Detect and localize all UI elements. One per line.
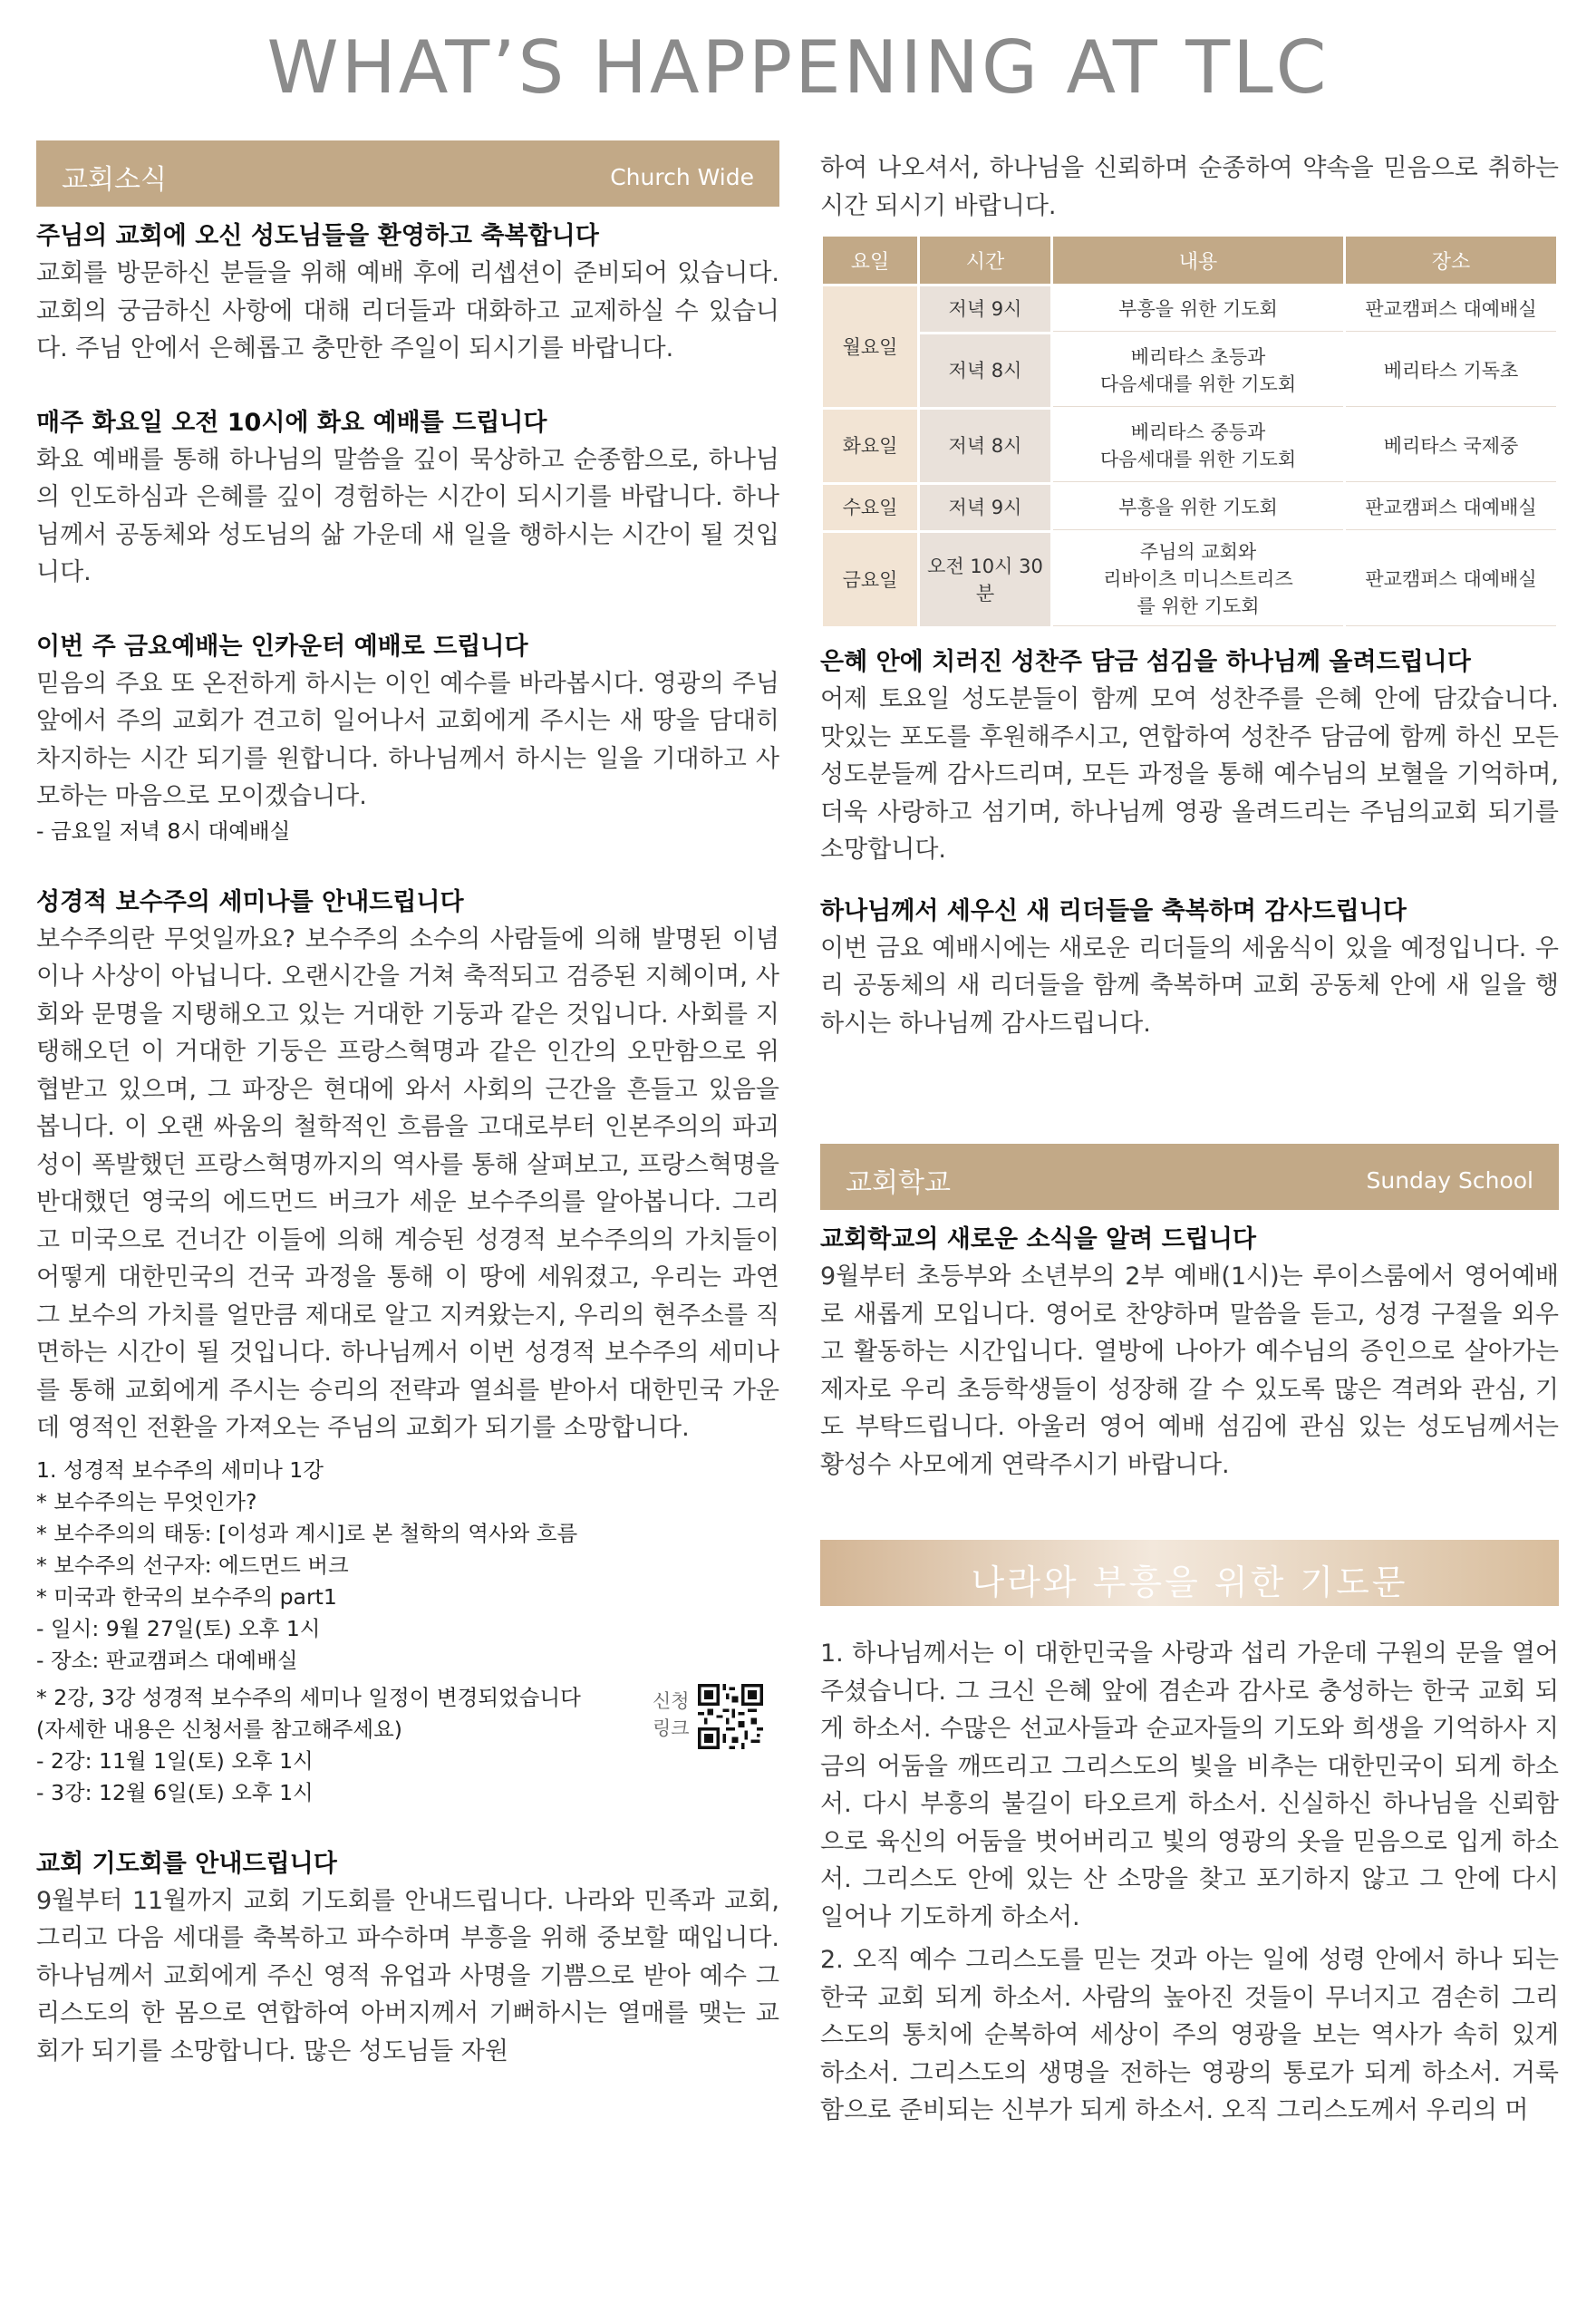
cell-content: 부흥을 위한 기도회	[1053, 286, 1343, 332]
table-row	[823, 533, 1556, 626]
friday-heading: 이번 주 금요예배는 인카운터 예배로 드립니다	[36, 632, 528, 661]
qr-label-line-1: 신청	[653, 1689, 690, 1712]
cell-content: 베리타스 초등과 다음세대를 위한 기도회	[1053, 334, 1343, 407]
prayer-banner	[820, 1540, 1559, 1606]
school-heading: 교회학교의 새로운 소식을 알려 드립니다	[820, 1225, 1256, 1253]
tuesday-heading: 매주 화요일 오전 10시에 화요 예배를 드립니다	[36, 408, 547, 437]
col-header-time: 시간	[920, 237, 1050, 284]
cell-content: 부흥을 위한 기도회	[1053, 485, 1343, 530]
kimjang-heading: 은혜 안에 치러진 성찬주 담금 섬김을 하나님께 올려드립니다	[820, 648, 1471, 676]
application-link[interactable]	[653, 1684, 770, 1756]
welcome-heading: 주님의 교회에 오신 성도님들을 환영하고 축복합니다	[36, 222, 599, 250]
sunday-school-banner	[820, 1144, 1559, 1210]
friday-body: 믿음의 주요 또 온전하게 하시는 이인 예수를 바라봅시다. 영광의 주님 앞에서 주의 교회가 견고히 일어나서 교회에게 주시는 새 땅을 담대히 차지하는 시간 되기를 원합니다. 하나님께서 하시는 일을 기대하고 사모하는 마음으로 모이겠습니다.	[36, 669, 779, 810]
seminar-heading: 성경적 보수주의 세미나를 안내드립니다	[36, 887, 464, 916]
prayer-banner-title: 나라와 부흥을 위한 기도문	[971, 1562, 1408, 1602]
welcome-body: 교회를 방문하신 분들을 위해 예배 후에 리셉션이 준비되어 있습니다. 교회의 궁금하신 사항에 대해 리더들과 대화하고 교제하실 수 있습니다. 주님 안에서 은혜롭고 충만한 주일이 되시기를 바랍니다.	[36, 259, 779, 363]
cell-time: 저녁 9시	[920, 286, 1050, 332]
table-header-row	[823, 237, 1556, 284]
cell-place: 판교캠퍼스 대예배실	[1346, 485, 1556, 530]
prayer-item: 1. 하나님께서는 이 대한민국을 사랑과 섭리 가운데 구원의 문을 열어주셨습니다. 그 크신 은혜 앞에 겸손과 감사로 충성하는 한국 교회 되게 하소서. 수많은 선교사들과 순교자들의 기도와 희생을 기억하사 지금의 어둠을 깨뜨리고 그리스도의 빛을 비추는 대한민국이 되게 하소서. 다시 부흥의 불길이 타오르게 하소서. 신실하신 하나님을 신뢰함으로 육신의 어둠을 벗어버리고 빛의 영광의 옷을 믿음으로 입게 하소서. 그리스도 안에 있는 산 소망을 찾고 포기하지 않고 그 안에 다시 일어나 기도하게 하소서.	[820, 1640, 1559, 1931]
tuesday-body: 화요 예배를 통해 하나님의 말씀을 깊이 묵상하고 순종함으로, 하나님의 인도하심과 은혜를 깊이 경험하는 시간이 되시기를 바랍니다. 하나님께서 공동체와 성도님의 삶 가운데 새 일을 행하시는 시간이 될 것입니다.	[36, 445, 779, 586]
table-row	[823, 485, 1556, 530]
prayer-schedule-table	[820, 234, 1559, 629]
table-row	[823, 286, 1556, 332]
seminar-line: 1. 성경적 보수주의 세미나 1강	[36, 1456, 324, 1483]
cell-content: 주님의 교회와 리바이츠 미니스트리즈 를 위한 기도회	[1053, 533, 1343, 626]
church-wide-banner	[36, 140, 779, 207]
col-header-place: 장소	[1346, 237, 1556, 284]
leaders-heading: 하나님께서 세우신 새 리더들을 축복하며 감사드립니다	[820, 896, 1407, 925]
cell-time: 저녁 9시	[920, 485, 1050, 530]
prayer-meeting-heading: 교회 기도회를 안내드립니다	[36, 1849, 337, 1878]
seminar-line: * 보수주의는 무엇인가?	[36, 1488, 257, 1514]
seminar-line: - 일시: 9월 27일(토) 오후 1시	[36, 1615, 321, 1641]
banner-title-ko: 교회소식	[62, 164, 167, 196]
kimjang-body: 어제 토요일 성도분들이 함께 모여 성찬주를 은혜 안에 담갔습니다. 맛있는 포도를 후원해주시고, 연합하여 성찬주 담금에 함께 하신 모든 성도분들께 감사드리며, 모든 과정을 통해 예수님의 보혈을 기억하며, 더욱 사랑하고 섬기며, 하나님께 영광 올려드리는 주님의교회 되기를 소망합니다.	[820, 685, 1559, 864]
prayer-meeting-body: 9월부터 11월까지 교회 기도회를 안내드립니다. 나라와 민족과 교회, 그리고 다음 세대를 축복하고 파수하며 부흥을 위해 중보할 때입니다. 하나님께서 교회에게 주신 영적 유업과 사명을 기쁨으로 받아 예수 그리스도의 한 몸으로 연합하여 아버지께서 기뻐하시는 열매를 맺는 교회가 되기를 소망합니다. 많은 성도님들 자원	[36, 1886, 779, 2065]
cell-place: 베리타스 기독초	[1346, 334, 1556, 407]
cell-place: 판교캠퍼스 대예배실	[1346, 286, 1556, 332]
prayer-meeting-continued: 하여 나오셔서, 하나님을 신뢰하며 순종하여 약속을 믿음으로 취하는 시간 되시기 바랍니다.	[820, 154, 1559, 220]
seminar-change-line: * 2강, 3강 성경적 보수주의 세미나 일정이 변경되었습니다	[36, 1684, 581, 1710]
left-column	[36, 140, 779, 2070]
cell-time: 저녁 8시	[920, 334, 1050, 407]
cell-place: 판교캠퍼스 대예배실	[1346, 533, 1556, 626]
prayer-item: 2. 오직 예수 그리스도를 믿는 것과 아는 일에 성령 안에서 하나 되는 한국 교회 되게 하소서. 사람의 높아진 것들이 무너지고 겸손히 그리스도의 통치에 순복하여 세상이 주의 영광을 보는 역사가 속히 있게 하소서. 그리스도의 생명을 전하는 영광의 통로가 되게 하소서. 거룩함으로 준비되는 신부가 되게 하소서. 오직 그리스도께서 우리의 머	[820, 1946, 1559, 2124]
page-title: WHAT’S HAPPENING AT TLC	[266, 25, 1330, 110]
cell-day: 화요일	[823, 410, 917, 482]
table-row	[823, 410, 1556, 482]
seminar-change-line: - 3강: 12월 6일(토) 오후 1시	[36, 1779, 314, 1805]
cell-content: 베리타스 중등과 다음세대를 위한 기도회	[1053, 410, 1343, 482]
seminar-body: 보수주의란 무엇일까요? 보수주의 소수의 사람들에 의해 발명된 이념이나 사상이 아닙니다. 오랜시간을 거쳐 축적되고 검증된 지혜이며, 사회와 문명을 지탱해오고 있는 거대한 기둥과 같은 것입니다. 사회를 지탱해오던 이 거대한 기둥은 프랑스혁명과 같은 인간의 오만함으로 위협받고 있으며, 그 파장은 현대에 와서 사회의 근간을 흔들고 있음을 봅니다. 이 오랜 싸움의 철학적인 흐름을 고대로부터 인본주의의 파괴성이 폭발했던 프랑스혁명까지의 역사를 통해 살펴보고, 프랑스혁명을 반대했던 영국의 에드먼드 버크가 세운 보수주의를 알아봅니다. 그리고 미국으로 건너간 이들에 의해 계승된 성경적 보수주의의 가치들이 어떻게 대한민국의 건국 과정을 통해 이 땅에 세워졌고, 우리는 과연 그 보수의 가치를 얼만큼 제대로 알고 지켜왔는지, 우리의 현주소를 직면하는 시간이 될 것입니다. 하나님께서 이번 성경적 보수주의 세미나를 통해 교회에게 주시는 승리의 전략과 열쇠를 받아서 대한민국 가운데 영적인 전환을 가져오는 주님의 교회가 되기를 소망합니다.	[36, 924, 779, 1442]
qr-label-line-2: 링크	[653, 1717, 690, 1739]
seminar-change-line: - 2강: 11월 1일(토) 오후 1시	[36, 1747, 314, 1774]
cell-place: 베리타스 국제중	[1346, 410, 1556, 482]
right-column	[820, 150, 1559, 2130]
col-header-content: 내용	[1053, 237, 1343, 284]
seminar-line: * 보수주의 선구자: 에드먼드 버크	[36, 1552, 349, 1578]
seminar-change-line: (자세한 내용은 신청서를 참고해주세요)	[36, 1716, 402, 1742]
leaders-body: 이번 금요 예배시에는 새로운 리더들의 세움식이 있을 예정입니다. 우리 공동체의 새 리더들을 함께 축복하며 교회 공동체 안에 새 일을 행하시는 하나님께 감사드립니다.	[820, 934, 1559, 1038]
cell-day: 금요일	[823, 533, 917, 626]
col-header-day: 요일	[823, 237, 917, 284]
seminar-line: - 장소: 판교캠퍼스 대예배실	[36, 1647, 298, 1673]
seminar-change-block	[36, 1677, 779, 1809]
cell-time: 저녁 8시	[920, 410, 1050, 482]
friday-note: - 금요일 저녁 8시 대예배실	[36, 817, 291, 844]
banner-title-en: Church Wide	[610, 164, 754, 190]
qr-code-icon[interactable]	[698, 1684, 763, 1749]
banner-title-en: Sunday School	[1366, 1167, 1533, 1194]
school-body: 9월부터 초등부와 소년부의 2부 예배(1시)는 루이스룸에서 영어예배로 새롭게 모입니다. 영어로 찬양하며 말씀을 듣고, 성경 구절을 외우고 활동하는 시간입니다. 열방에 나아가 예수님의 증인으로 살아가는 제자로 우리 초등학생들이 성장해 갈 수 있도록 많은 격려와 관심, 기도 부탁드립니다. 아울러 영어 예배 섬김에 관심 있는 성도님께서는 황성수 사모에게 연락주시기 바랍니다.	[820, 1262, 1559, 1479]
seminar-line: * 보수주의의 태동: [이성과 계시]로 본 철학의 역사와 흐름	[36, 1520, 578, 1546]
banner-title-ko: 교회학교	[846, 1167, 951, 1199]
seminar-line: * 미국과 한국의 보수주의 part1	[36, 1583, 337, 1610]
cell-time: 오전 10시 30분	[920, 533, 1050, 626]
cell-day: 월요일	[823, 286, 917, 407]
cell-day: 수요일	[823, 485, 917, 530]
qr-label	[653, 1688, 690, 1742]
table-row	[823, 334, 1556, 407]
